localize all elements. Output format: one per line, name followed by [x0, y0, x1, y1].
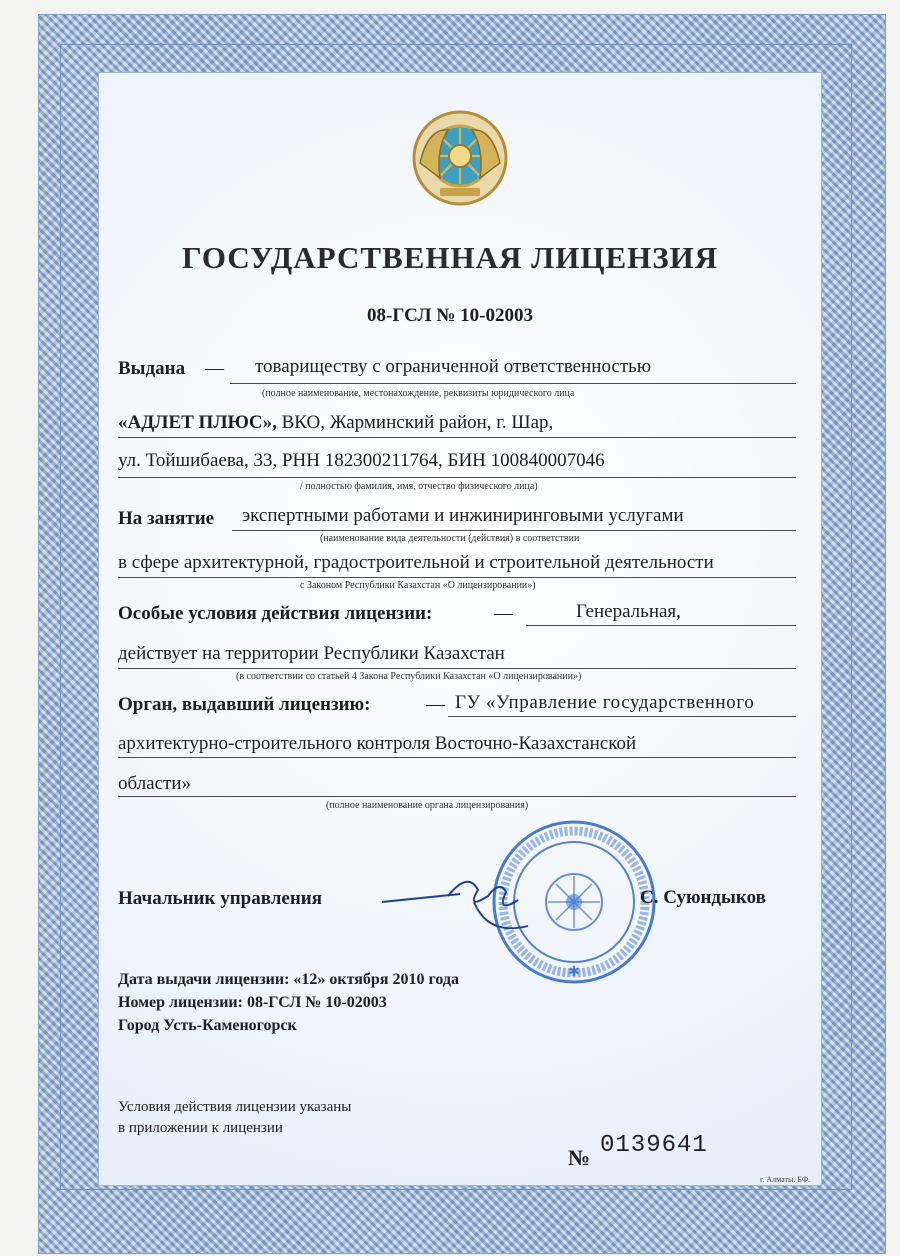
license-number-footer: Номер лицензии: 08-ГСЛ № 10-02003	[118, 994, 387, 1011]
handwritten-signature-icon	[378, 866, 558, 950]
underline	[118, 668, 796, 669]
underline	[118, 577, 796, 578]
underline	[118, 796, 796, 797]
authority-line-2: архитектурно-строительного контроля Восточно-Казахстанской	[118, 733, 637, 754]
dash: —	[205, 358, 224, 379]
issued-label: Выдана	[118, 358, 186, 379]
authority-line-3: области»	[118, 773, 192, 794]
conditions-value: Генеральная,	[576, 601, 681, 622]
appendix-note-line-1: Условия действия лицензии указаны	[118, 1099, 352, 1115]
issued-caption-1: (полное наименование, местонахождение, реквизиты юридического лица	[262, 388, 575, 399]
svg-text:✱: ✱	[568, 965, 580, 980]
printer-mark: г. Алматы. БФ.	[760, 1175, 811, 1184]
activity-line-1: экспертными работами и инжиниринговыми услугами	[242, 505, 684, 526]
document-title: ГОСУДАРСТВЕННАЯ ЛИЦЕНЗИЯ	[181, 240, 719, 275]
authority-label: Орган, выдавший лицензию:	[118, 694, 371, 715]
serial-number: 0139641	[600, 1132, 708, 1159]
signer-title: Начальник управления	[118, 888, 322, 909]
conditions-caption: (в соответствии со статьей 4 Закона Республики Казахстан «О лицензировании»)	[236, 671, 582, 682]
issued-to-line-1: товариществу с ограниченной ответственностью	[255, 356, 652, 377]
authority-caption: (полное наименование органа лицензирования)	[326, 800, 529, 811]
issued-to-line-3: ул. Тойшибаева, 33, РНН 182300211764, БИН 100840007046	[118, 450, 605, 471]
underline	[526, 625, 796, 626]
activity-line-2: в сфере архитектурной, градостроительной и строительной деятельности	[118, 552, 714, 573]
license-number-heading: 08-ГСЛ № 10-02003	[367, 305, 533, 326]
dash: —	[426, 694, 445, 715]
issued-to-line-2	[118, 412, 553, 434]
issue-date: Дата выдачи лицензии: «12» октября 2010 года	[118, 971, 459, 988]
conditions-label: Особые условия действия лицензии:	[118, 603, 433, 624]
authority-line-1: ГУ «Управление государственного	[455, 692, 755, 713]
state-emblem-icon	[410, 108, 510, 208]
company-address: ВКО, Жарминский район, г. Шар,	[281, 412, 554, 433]
appendix-note-line-2: в приложении к лицензии	[118, 1120, 283, 1136]
issue-city: Город Усть-Каменогорск	[118, 1017, 297, 1034]
underline	[118, 437, 796, 438]
issued-caption-2: / полностью фамилия, имя, отчество физического лица)	[300, 481, 538, 492]
underline	[448, 716, 796, 717]
activity-caption-1: (наименование вида деятельности (действия) в соответствии	[320, 533, 580, 544]
underline	[118, 757, 796, 758]
dash: —	[494, 603, 513, 624]
company-name: «АДЛЕТ ПЛЮС»,	[118, 412, 277, 433]
activity-label: На занятие	[118, 508, 215, 529]
activity-caption-2: с Законом Республики Казахстан «О лицензировании»)	[300, 580, 536, 591]
serial-prefix: №	[568, 1145, 591, 1170]
underline	[232, 530, 796, 531]
signer-name: С. Суюндыков	[640, 887, 766, 908]
underline	[230, 383, 796, 384]
underline	[118, 477, 796, 478]
conditions-line-2: действует на территории Республики Казахстан	[118, 643, 505, 664]
